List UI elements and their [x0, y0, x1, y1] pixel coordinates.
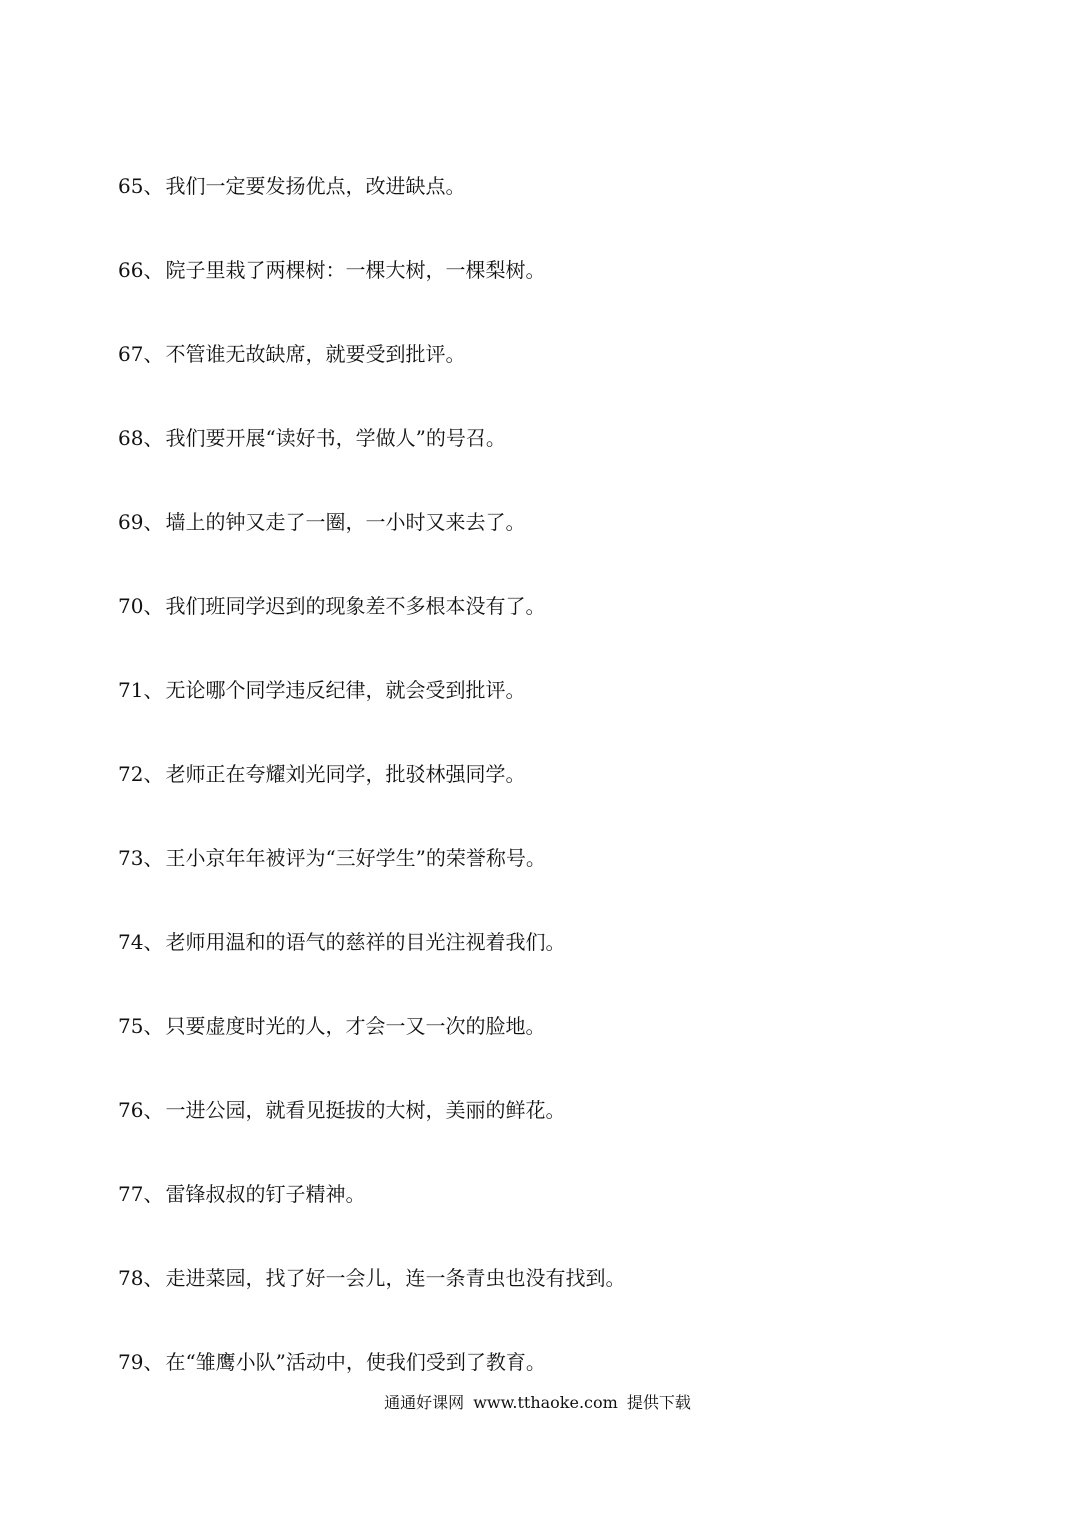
sentence-number: 66、	[118, 258, 164, 282]
sentence-text: 老师正在夸耀刘光同学，批驳林强同学。	[165, 762, 526, 786]
sentence-number: 68、	[118, 426, 164, 450]
sentence-item	[118, 1010, 625, 1094]
sentence-text: 在“雏鹰小队”活动中，使我们受到了教育。	[165, 1350, 546, 1374]
sentence-text: 雷锋叔叔的钉子精神。	[165, 1182, 366, 1206]
sentence-number: 67、	[118, 342, 164, 366]
sentence-text: 我们要开展“读好书，学做人”的号召。	[165, 426, 506, 450]
sentence-item	[118, 170, 625, 254]
sentence-item	[118, 590, 625, 674]
sentence-item	[118, 674, 625, 758]
sentence-text: 我们班同学迟到的现象差不多根本没有了。	[165, 594, 546, 618]
sentence-text: 无论哪个同学违反纪律，就会受到批评。	[165, 678, 526, 702]
sentence-text: 院子里栽了两棵树：一棵大树，一棵梨树。	[165, 258, 546, 282]
sentence-text: 走进菜园，找了好一会儿，连一条青虫也没有找到。	[165, 1266, 626, 1290]
page-footer	[0, 1392, 1075, 1414]
sentence-list	[118, 170, 625, 1430]
sentence-text: 王小京年年被评为“三好学生”的荣誉称号。	[165, 846, 546, 870]
sentence-item	[118, 1262, 625, 1346]
footer-download-note: 提供下载	[626, 1393, 691, 1412]
sentence-item	[118, 758, 625, 842]
sentence-number: 72、	[118, 762, 164, 786]
footer-site-name: 通通好课网	[384, 1393, 465, 1412]
sentence-item	[118, 1346, 625, 1430]
sentence-item	[118, 926, 625, 1010]
sentence-text: 一进公园，就看见挺拔的大树，美丽的鲜花。	[165, 1098, 566, 1122]
sentence-text: 墙上的钟又走了一圈，一小时又来去了。	[165, 510, 526, 534]
sentence-number: 75、	[118, 1014, 164, 1038]
sentence-number: 78、	[118, 1266, 164, 1290]
sentence-number: 79、	[118, 1350, 164, 1374]
sentence-item	[118, 422, 625, 506]
sentence-item	[118, 1094, 625, 1178]
footer-url: www.tthaoke.com	[473, 1393, 618, 1412]
sentence-number: 73、	[118, 846, 164, 870]
sentence-number: 77、	[118, 1182, 164, 1206]
sentence-text: 我们一定要发扬优点，改进缺点。	[165, 174, 466, 198]
sentence-text: 不管谁无故缺席，就要受到批评。	[165, 342, 466, 366]
sentence-number: 76、	[118, 1098, 164, 1122]
sentence-number: 74、	[118, 930, 164, 954]
sentence-text: 老师用温和的语气的慈祥的目光注视着我们。	[165, 930, 566, 954]
sentence-number: 71、	[118, 678, 164, 702]
sentence-item	[118, 1178, 625, 1262]
sentence-item	[118, 254, 625, 338]
sentence-number: 65、	[118, 174, 164, 198]
sentence-number: 69、	[118, 510, 164, 534]
sentence-text: 只要虚度时光的人，才会一又一次的脸地。	[165, 1014, 546, 1038]
sentence-number: 70、	[118, 594, 164, 618]
sentence-item	[118, 842, 625, 926]
sentence-item	[118, 506, 625, 590]
sentence-item	[118, 338, 625, 422]
